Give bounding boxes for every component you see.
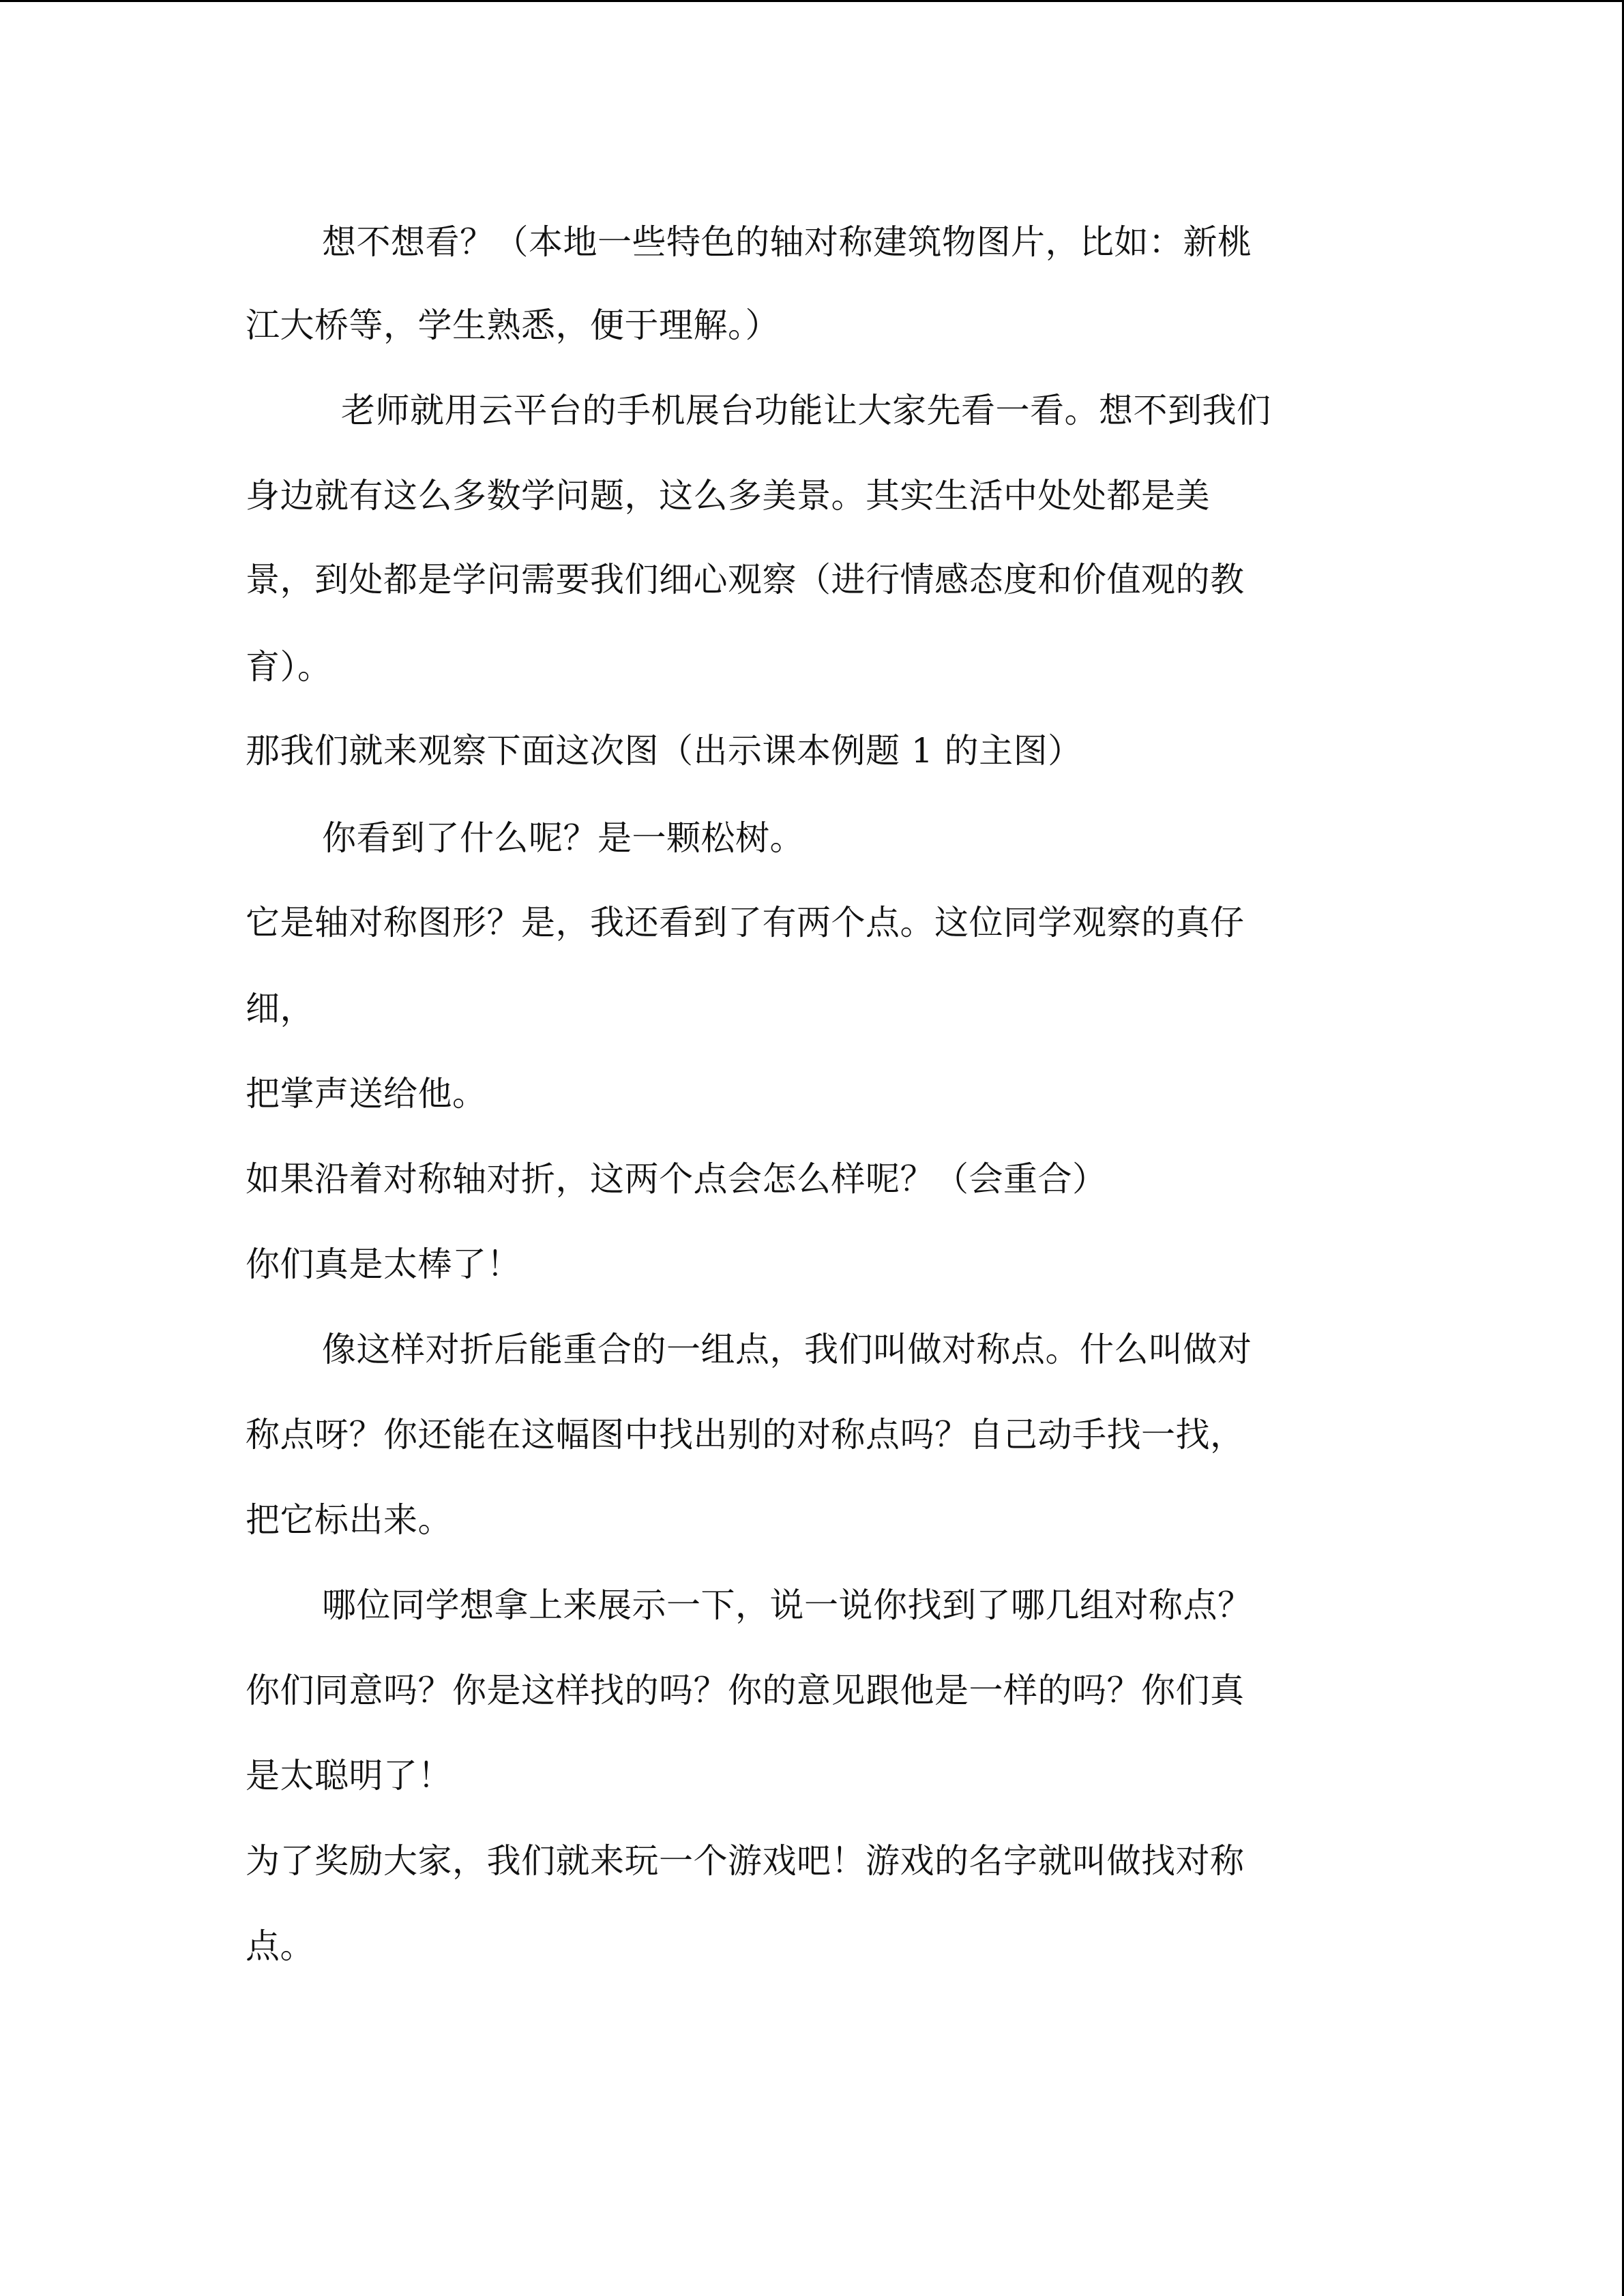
text-line: 育）。 <box>246 647 332 687</box>
text-line: 为了奖励大家，我们就来玩一个游戏吧！游戏的名字就叫做找对称 <box>246 1841 1245 1881</box>
text-line: 老师就用云平台的手机展台功能让大家先看一看。想不到我们 <box>341 391 1271 430</box>
text-line: 你看到了什么呢？是一颗松树。 <box>322 818 804 858</box>
text-line: 是太聪明了！ <box>246 1756 452 1795</box>
text-line: 它是轴对称图形？是，我还看到了有两个点。这位同学观察的真仔 <box>246 903 1245 942</box>
text-line: 细， <box>246 989 314 1028</box>
text-line: 想不想看？（本地一些特色的轴对称建筑物图片，比如：新桃 <box>322 222 1252 262</box>
text-line: 你们真是太棒了！ <box>246 1244 521 1284</box>
text-line: 景，到处都是学问需要我们细心观察（进行情感态度和价值观的教 <box>246 560 1245 599</box>
text-line: 那我们就来观察下面这次图（出示课本例题 1 的主图） <box>246 731 1082 771</box>
text-line: 哪位同学想拿上来展示一下，说一说你找到了哪几组对称点？ <box>322 1585 1252 1625</box>
text-line: 江大桥等，学生熟悉，便于理解。） <box>246 305 780 345</box>
text-line: 如果沿着对称轴对折，这两个点会怎么样呢？（会重合） <box>246 1159 1107 1199</box>
text-line: 你们同意吗？你是这样找的吗？你的意见跟他是一样的吗？你们真 <box>246 1671 1245 1710</box>
text-line: 身边就有这么多数学问题，这么多美景。其实生活中处处都是美 <box>246 476 1210 516</box>
text-line: 点。 <box>246 1926 314 1966</box>
text-line: 把它标出来。 <box>246 1500 452 1540</box>
text-line: 把掌声送给他。 <box>246 1074 487 1114</box>
text-line: 称点呀？你还能在这幅图中找出别的对称点吗？自己动手找一找， <box>246 1415 1245 1455</box>
text-line: 像这样对折后能重合的一组点，我们叫做对称点。什么叫做对 <box>322 1330 1252 1369</box>
